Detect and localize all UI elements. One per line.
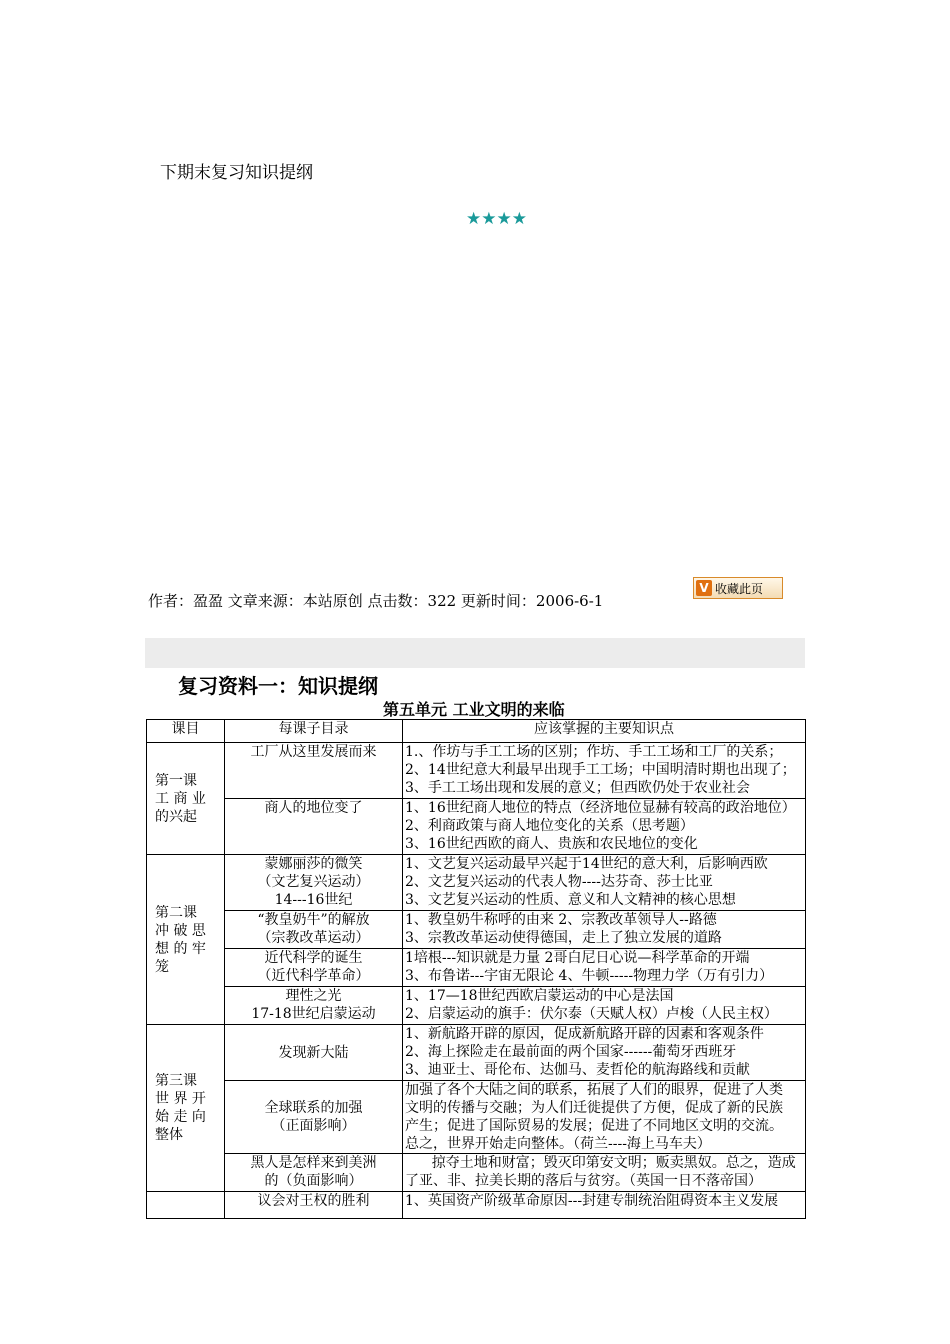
topic-title: 近代科学的诞生 （近代科学革命） bbox=[225, 949, 403, 987]
header-key-points: 应该掌握的主要知识点 bbox=[403, 720, 806, 743]
page-title: 下期末复习知识提纲 bbox=[160, 163, 313, 183]
table-row bbox=[147, 799, 806, 855]
topic-points: 1、教皇奶牛称呼的由来 2、宗教改革领导人--路德 3、宗教改革运动使得德国，走上了独立发展的道路 bbox=[403, 911, 806, 949]
topic-points: 加强了各个大陆之间的联系，拓展了人们的眼界，促进了人类 文明的传播与交融；为人们迁徙提供了方便，促成了新的民族 产生；促进了国际贸易的发展；促进了不同地区文明的交流。 总之，世界开始走向整体。（荷兰----海上马车夫） bbox=[403, 1081, 806, 1154]
favorite-button[interactable] bbox=[693, 577, 783, 599]
topic-points: 1、17—18世纪西欧启蒙运动的中心是法国 2、启蒙运动的旗手：伏尔泰（天赋人权）卢梭（人民主权） bbox=[403, 987, 806, 1025]
topic-title: 议会对王权的胜利 bbox=[225, 1192, 403, 1219]
knowledge-table bbox=[146, 719, 806, 1219]
topic-title: 发现新大陆 bbox=[225, 1025, 403, 1081]
topic-points: 1、16世纪商人地位的特点（经济地位显赫有较高的政治地位） 2、利商政策与商人地位变化的关系（思考题） 3、16世纪西欧的商人、贵族和农民地位的变化 bbox=[403, 799, 806, 855]
rating-stars: ★★★★ bbox=[466, 209, 527, 229]
favorite-label: 收藏此页 bbox=[715, 581, 764, 596]
topic-title: 商人的地位变了 bbox=[225, 799, 403, 855]
lesson-name: 第二课 冲 破 思 想 的 牢 笼 bbox=[147, 855, 225, 1025]
lesson-name: 第三课 世 界 开 始 走 向 整体 bbox=[147, 1025, 225, 1192]
unit-title: 第五单元 工业文明的来临 bbox=[383, 700, 565, 719]
table-row bbox=[147, 987, 806, 1025]
table-row bbox=[147, 855, 806, 911]
table-row bbox=[147, 949, 806, 987]
grey-divider-bar bbox=[145, 638, 805, 668]
topic-title: “教皇奶牛”的解放 （宗教改革运动） bbox=[225, 911, 403, 949]
table-row bbox=[147, 1192, 806, 1219]
topic-points: 1、文艺复兴运动最早兴起于14世纪的意大利，后影响西欧 2、文艺复兴运动的代表人物----达芬奇、莎士比亚 3、文艺复兴运动的性质、意义和人文精神的核心思想 bbox=[403, 855, 806, 911]
topic-title: 蒙娜丽莎的微笑 （文艺复兴运动） 14---16世纪 bbox=[225, 855, 403, 911]
favorite-v-icon: V bbox=[696, 580, 712, 596]
topic-title: 理性之光 17-18世纪启蒙运动 bbox=[225, 987, 403, 1025]
table-header-row bbox=[147, 720, 806, 743]
header-subtopics: 每课子目录 bbox=[225, 720, 403, 743]
section-title: 复习资料一：知识提纲 bbox=[178, 674, 378, 698]
topic-points: 1培根---知识就是力量 2哥白尼日心说—科学革命的开端 3、布鲁诺---宇宙无限论 4、牛顿-----物理力学（万有引力） bbox=[403, 949, 806, 987]
lesson-name bbox=[147, 1192, 225, 1219]
lesson-name: 第一课 工 商 业 的兴起 bbox=[147, 743, 225, 855]
table-row bbox=[147, 743, 806, 799]
article-meta: 作者：盈盈 文章来源：本站原创 点击数：322 更新时间：2006-6-1 bbox=[148, 592, 604, 610]
header-course: 课目 bbox=[147, 720, 225, 743]
topic-title: 工厂从这里发展而来 bbox=[225, 743, 403, 799]
topic-points: 1.、作坊与手工工场的区别；作坊、手工工场和工厂的关系； 2、14世纪意大利最早出现手工工场；中国明清时期也出现了； 3、手工工场出现和发展的意义；但西欧仍处于农业社会 bbox=[403, 743, 806, 799]
topic-points: 掠夺土地和财富；毁灭印第安文明；贩卖黑奴。总之，造成 了亚、非、拉美长期的落后与贫穷。（英国一日不落帝国） bbox=[403, 1154, 806, 1192]
topic-points: 1、新航路开辟的原因，促成新航路开辟的因素和客观条件 2、海上探险走在最前面的两个国家------葡萄牙西班牙 3、迪亚士、哥伦布、达伽马、麦哲伦的航海路线和贡献 bbox=[403, 1025, 806, 1081]
table-row bbox=[147, 911, 806, 949]
topic-points: 1、英国资产阶级革命原因---封建专制统治阻碍资本主义发展 bbox=[403, 1192, 806, 1219]
table-row bbox=[147, 1025, 806, 1081]
table-row bbox=[147, 1081, 806, 1154]
topic-title: 全球联系的加强 （正面影响） bbox=[225, 1081, 403, 1154]
topic-title: 黑人是怎样来到美洲 的（负面影响） bbox=[225, 1154, 403, 1192]
table-row bbox=[147, 1154, 806, 1192]
